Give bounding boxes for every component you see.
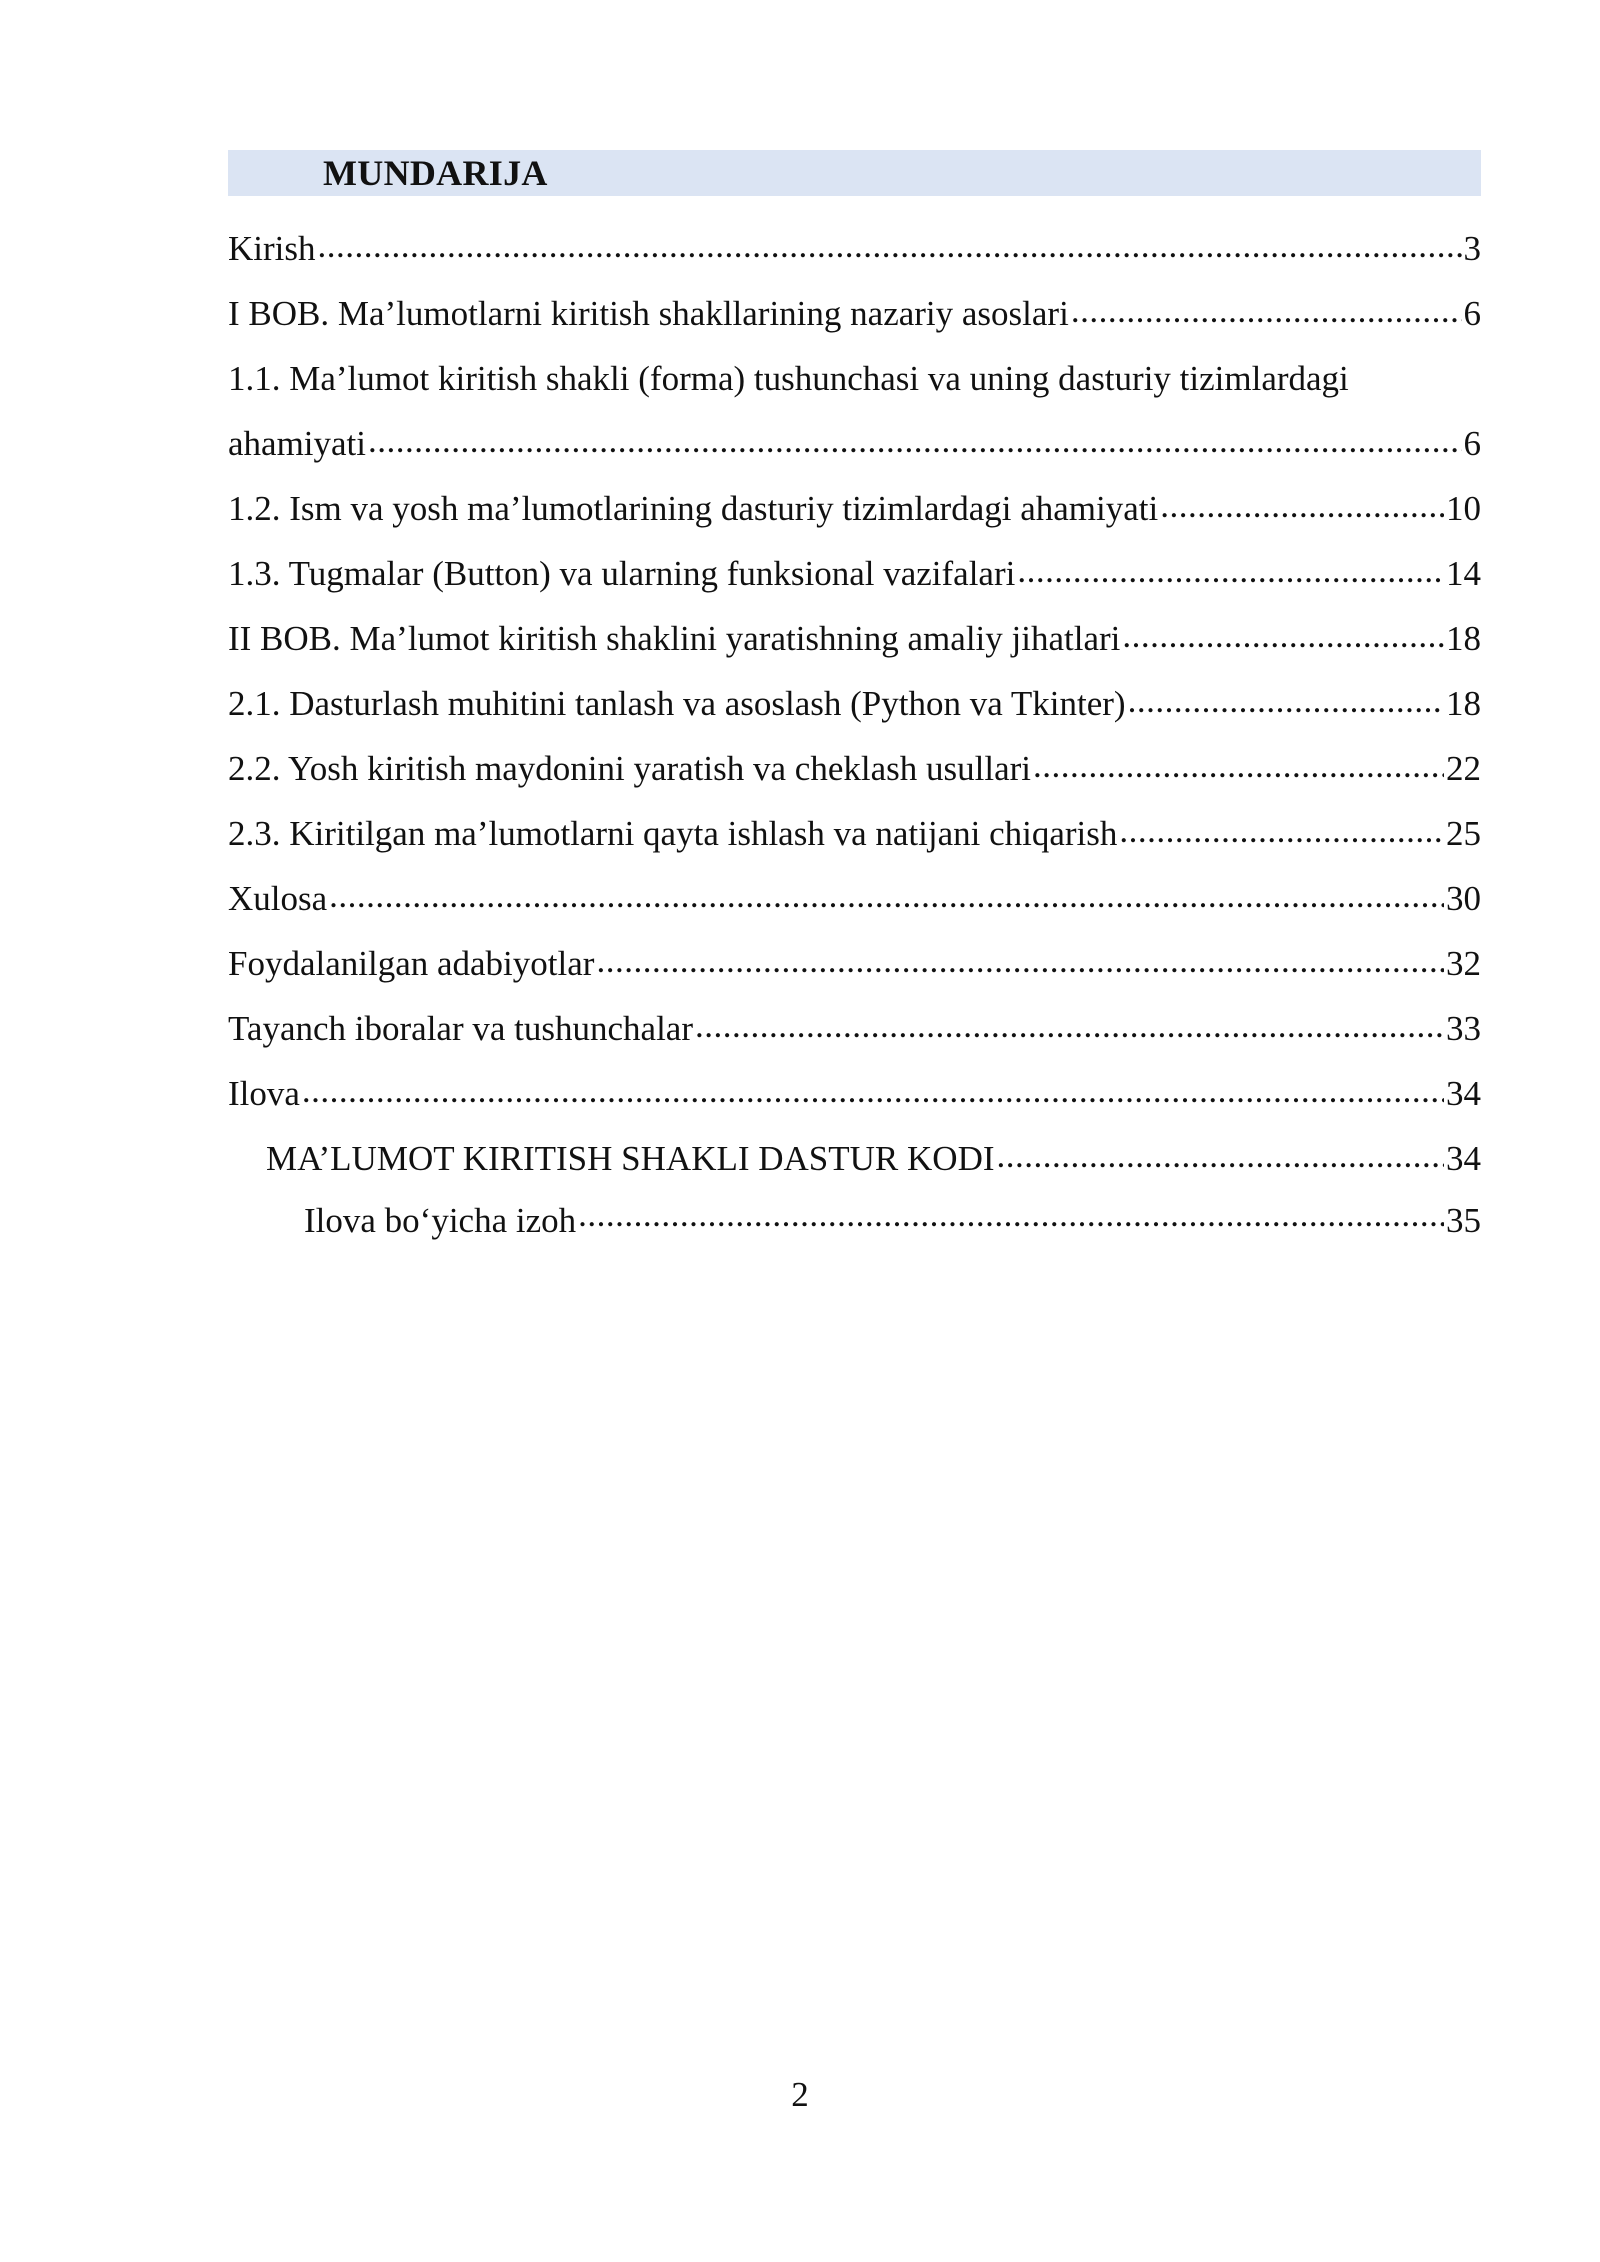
dot-leader [368,420,1461,455]
dot-leader [997,1135,1444,1170]
toc-entry-label: Ilova [228,1074,300,1113]
toc-entry-dastur-kodi[interactable] [228,1126,1481,1191]
toc-entry-label: I BOB. Ma’lumotlarni kiritish shakllarining nazariy asoslari [228,294,1069,333]
toc-entry-page: 30 [1446,879,1481,918]
toc-entry-page: 18 [1446,619,1481,658]
toc-entry-2-2[interactable] [228,736,1481,801]
toc-entry-label: MA’LUMOT KIRITISH SHAKLI DASTUR KODI [266,1139,995,1178]
toc-entry-kirish[interactable] [228,216,1481,281]
toc-entry-chapter-1[interactable] [228,281,1481,346]
toc-entry-xulosa[interactable] [228,866,1481,931]
toc-entry-page: 14 [1446,554,1481,593]
toc-entry-page: 3 [1463,229,1481,268]
toc-entry-page: 35 [1446,1201,1481,1240]
table-of-contents [228,150,1481,1251]
toc-entry-ilova-izoh[interactable] [228,1191,1481,1251]
toc-entry-page: 6 [1463,424,1481,463]
dot-leader [1119,810,1444,845]
toc-entry-page: 22 [1446,749,1481,788]
toc-entry-page: 25 [1446,814,1481,853]
toc-entry-label: 2.1. Dasturlash muhitini tanlash va asoslash (Python va Tkinter) [228,684,1126,723]
dot-leader [329,875,1444,910]
dot-leader [1128,680,1444,715]
dot-leader [596,940,1444,975]
toc-entry-1-2[interactable] [228,476,1481,541]
dot-leader [695,1005,1444,1040]
dot-leader [302,1070,1444,1105]
toc-entry-2-1[interactable] [228,671,1481,736]
dot-leader [1017,550,1444,585]
toc-entry-1-1-line-2[interactable] [228,411,1481,476]
toc-entry-label: Xulosa [228,879,328,918]
dot-leader [578,1197,1444,1232]
toc-entry-page: 34 [1446,1074,1481,1113]
toc-entry-label: Tayanch iboralar va tushunchalar [228,1009,693,1048]
dot-leader [1033,745,1444,780]
dot-leader [318,225,1462,260]
toc-entry-page: 6 [1463,294,1481,333]
toc-entry-adabiyotlar[interactable] [228,931,1481,996]
toc-entry-page: 33 [1446,1009,1481,1048]
toc-entry-label-line-1: 1.1. Ma’lumot kiritish shakli (forma) tushunchasi va uning dasturiy tizimlardagi [228,359,1349,398]
toc-entry-1-1-line-1[interactable] [228,346,1481,411]
toc-entry-label: II BOB. Ma’lumot kiritish shaklini yaratishning amaliy jihatlari [228,619,1121,658]
dot-leader [1071,290,1462,325]
page-number: 2 [791,2075,809,2114]
toc-entry-label: Ilova bo‘yicha izoh [304,1201,577,1240]
toc-entry-1-3[interactable] [228,541,1481,606]
toc-entry-label: 2.2. Yosh kiritish maydonini yaratish va cheklash usullari [228,749,1031,788]
toc-entry-tayanch-iboralar[interactable] [228,996,1481,1061]
dot-leader [1122,615,1444,650]
toc-entry-chapter-2[interactable] [228,606,1481,671]
toc-entry-2-3[interactable] [228,801,1481,866]
toc-entry-page: 10 [1446,489,1481,528]
toc-entry-label: Kirish [228,229,316,268]
toc-entry-label: Foydalanilgan adabiyotlar [228,944,595,983]
toc-entry-page: 34 [1446,1139,1481,1178]
toc-entry-page: 32 [1446,944,1481,983]
toc-heading: MUNDARIJA [228,150,1481,196]
toc-entry-ilova[interactable] [228,1061,1481,1126]
toc-entry-page: 18 [1446,684,1481,723]
toc-entry-label: ahamiyati [228,424,367,463]
dot-leader [1160,485,1444,520]
toc-entry-label: 2.3. Kiritilgan ma’lumotlarni qayta ishlash va natijani chiqarish [228,814,1118,853]
toc-entry-label: 1.3. Tugmalar (Button) va ularning funksional vazifalari [228,554,1016,593]
toc-entry-label: 1.2. Ism va yosh ma’lumotlarining dasturiy tizimlardagi ahamiyati [228,489,1159,528]
